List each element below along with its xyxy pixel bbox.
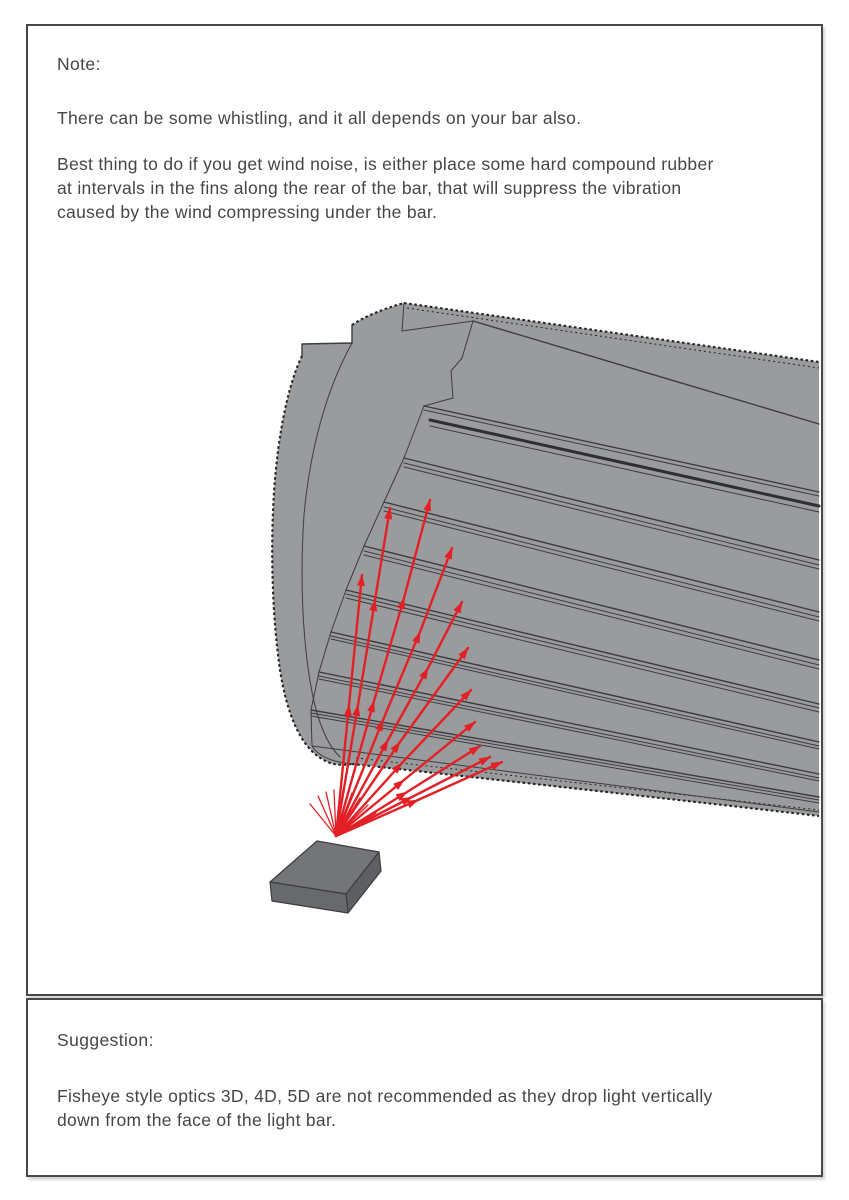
note-paragraph-2-line-2: at intervals in the fins along the rear of the bar, that will suppress the vibration	[57, 178, 682, 198]
suggestion-paragraph	[57, 1084, 801, 1132]
suggestion-section	[26, 998, 823, 1177]
note-paragraph-2	[57, 152, 801, 224]
note-paragraph-2-line-1: Best thing to do if you get wind noise, is either place some hard compound rubber	[57, 154, 714, 174]
suggestion-heading: Suggestion:	[57, 1030, 154, 1050]
note-paragraph-1: There can be some whistling, and it all depends on your bar also.	[57, 108, 582, 128]
note-paragraph-2-line-3: caused by the wind compressing under the bar.	[57, 202, 438, 222]
suggestion-paragraph-line-2: down from the face of the light bar.	[57, 1110, 337, 1130]
note-section	[26, 24, 823, 996]
suggestion-paragraph-line-1: Fisheye style optics 3D, 4D, 5D are not recommended as they drop light vertically	[57, 1086, 713, 1106]
note-heading: Note:	[57, 54, 101, 74]
